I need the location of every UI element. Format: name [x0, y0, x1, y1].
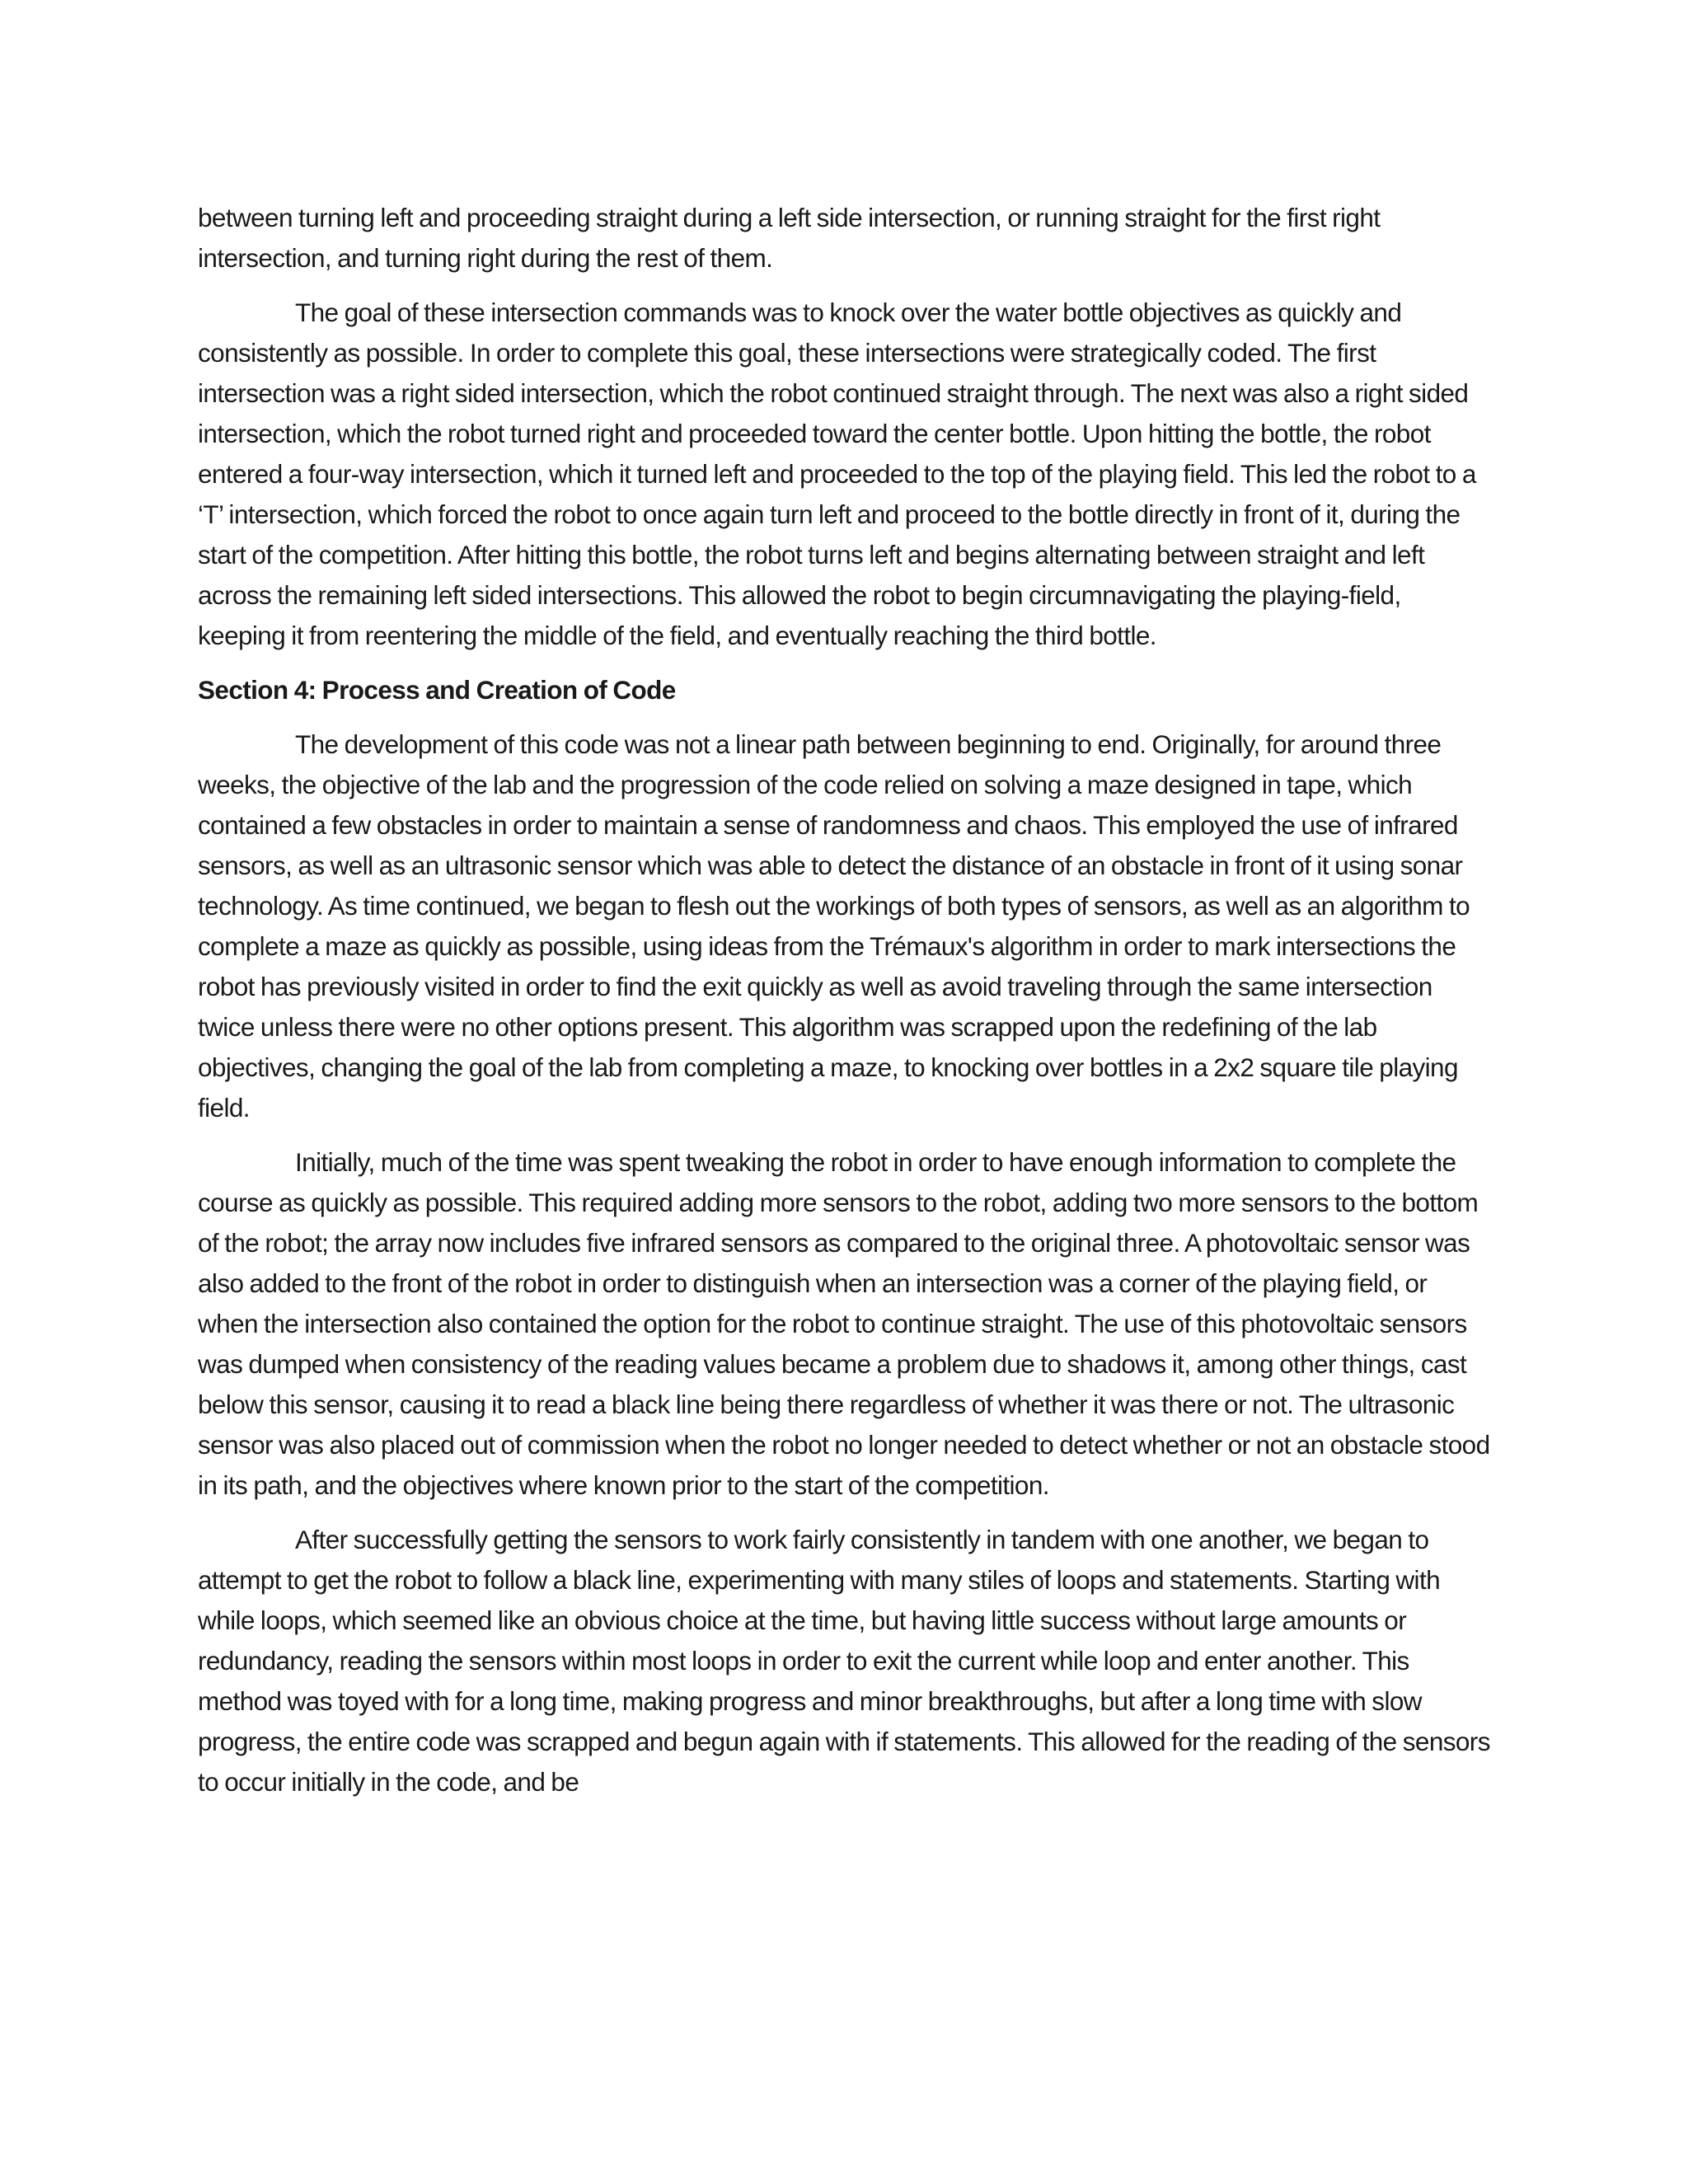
paragraph-development: The development of this code was not a linear path between beginning to end. Originally, for around three weeks, the objective of the lab and the progression of the code relied on solving a maze designed in tape, which contained a few obstacles in order to maintain a sense of randomness and chaos. This employed the use of infrared sensors, as well as an ultrasonic sensor which was able to detect the distance of an obstacle in front of it using sonar technology. As time continued, we began to flesh out the workings of both types of sensors, as well as an algorithm to complete a maze as quickly as possible, using ideas from the Trémaux's algorithm in order to mark intersections the robot has previously visited in order to find the exit quickly as well as avoid traveling through the same intersection twice unless there were no other options present. This algorithm was scrapped upon the redefining of the lab objectives, changing the goal of the lab from completing a maze, to knocking over bottles in a 2x2 square tile playing field. [198, 729, 1470, 1122]
paragraph-intersection-goals: The goal of these intersection commands was to knock over the water bottle objectives as quickly and consistently as possible. In order to complete this goal, these intersections were strategically coded. The first intersection was a right sided intersection, which the robot continued straight through. The next was also a right sided intersection, which the robot turned right and proceeded toward the center bottle. Upon hitting the bottle, the robot entered a four-way intersection, which it turned left and proceeded to the top of the playing field. This led the robot to a ‘T’ intersection, which forced the robot to once again turn left and proceed to the bottle directly in front of it, during the start of the competition. After hitting this bottle, the robot turns left and begins alternating between straight and left across the remaining left sided intersections. This allowed the robot to begin circumnavigating the playing-field, keeping it from reentering the middle of the field, and eventually reaching the third bottle. [198, 298, 1476, 650]
document-body [198, 198, 1492, 1816]
paragraph-line-following: After successfully getting the sensors to work fairly consistently in tandem with one another, we began to attempt to get the robot to follow a black line, experimenting with many stiles of loops and statements. Starting with while loops, which seemed like an obvious choice at the time, but having little success without large amounts or redundancy, reading the sensors within most loops in order to exit the current while loop and enter another. This method was toyed with for a long time, making progress and minor breakthroughs, but after a long time with slow progress, the entire code was scrapped and begun again with if statements. This allowed for the reading of the sensors to occur initially in the code, and be [198, 1525, 1490, 1797]
section-heading: Section 4: Process and Creation of Code [198, 675, 676, 705]
paragraph-continuation: between turning left and proceeding straight during a left side intersection, or running straight for the first right intersection, and turning right during the rest of them. [198, 203, 1381, 273]
paragraph-sensors: Initially, much of the time was spent tweaking the robot in order to have enough information to complete the course as quickly as possible. This required adding more sensors to the robot, adding two more sensors to the bottom of the robot; the array now includes five infrared sensors as compared to the original three. A photovoltaic sensor was also added to the front of the robot in order to distinguish when an intersection was a corner of the playing field, or when the intersection also contained the option for the robot to continue straight. The use of this photovoltaic sensors was dumped when consistency of the reading values became a problem due to shadows it, among other things, cast below this sensor, causing it to read a black line being there regardless of whether it was there or not. The ultrasonic sensor was also placed out of commission when the robot no longer needed to detect whether or not an obstacle stood in its path, and the objectives where known prior to the start of the competition. [198, 1147, 1490, 1500]
